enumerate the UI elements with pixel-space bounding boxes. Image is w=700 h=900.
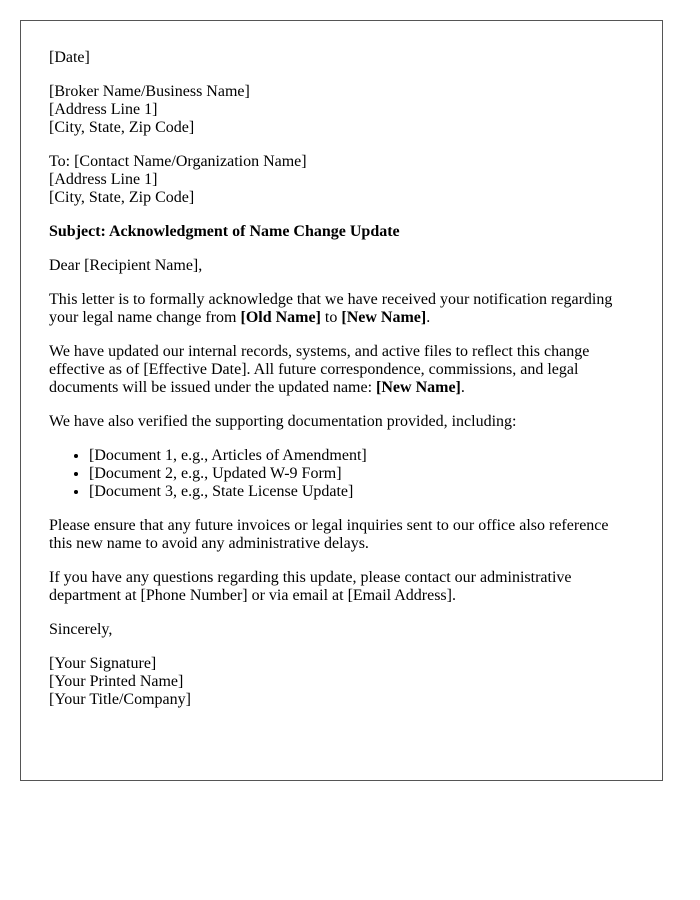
text: This letter is to formally acknowledge that we have received your notification regarding your legal name change from [49,291,613,326]
paragraph-acknowledgment [49,291,634,327]
sender-address [49,83,634,137]
text: . [460,379,465,396]
sender-city: [City, State, Zip Code] [49,119,195,136]
paragraph-records [49,343,634,397]
list-item: • [Document 2, e.g., Updated W-9 Form] [89,465,634,483]
sender-name: [Broker Name/Business Name] [49,83,250,100]
document-list [49,447,634,501]
paragraph-documentation: We have also verified the supporting documentation provided, including: [49,413,517,430]
title-company: [Your Title/Company] [49,691,191,708]
date: [Date] [49,49,90,66]
new-name: [New Name] [341,309,427,326]
recipient-name: To: [Contact Name/Organization Name] [49,153,307,170]
signature: [Your Signature] [49,655,157,672]
signature-block [49,655,634,709]
old-name: [Old Name] [240,309,321,326]
closing: Sincerely, [49,621,113,638]
letter [20,20,663,781]
text: to [320,309,342,326]
recipient-address [49,153,634,207]
salutation: Dear [Recipient Name], [49,257,203,274]
subject-line [49,223,634,241]
text: We have updated our internal records, systems, and active files to reflect this change effective as of [Effective Date]. All future correspondence, commissions, and legal documents will be issued under the updated name: [49,343,590,396]
paragraph-invoices: Please ensure that any future invoices or legal inquiries sent to our office also reference this new name to avoid any administrative delays. [49,517,609,552]
recipient-city: [City, State, Zip Code] [49,189,195,206]
printed-name: [Your Printed Name] [49,673,184,690]
new-name: [New Name] [376,379,461,396]
text: . [426,309,431,326]
subject: Subject: Acknowledgment of Name Change Update [49,223,400,240]
list-item: • [Document 3, e.g., State License Update] [89,483,634,501]
recipient-address-line: [Address Line 1] [49,171,158,188]
sender-address-line: [Address Line 1] [49,101,158,118]
list-item: • [Document 1, e.g., Articles of Amendment] [89,447,634,465]
paragraph-contact: If you have any questions regarding this update, please contact our administrative department at [Phone Number] or via email at [Email Address]. [49,569,572,604]
